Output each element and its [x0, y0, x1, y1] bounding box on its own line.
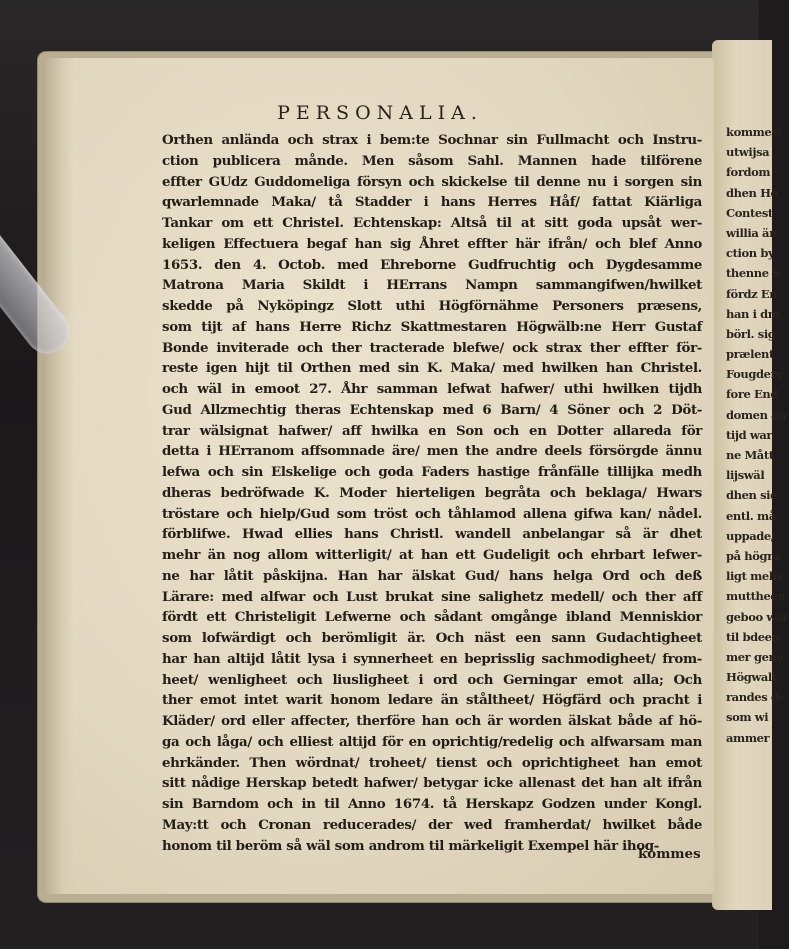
- text-line: sitt nådige Herskap betedt hafwer/ betygar icke allenast det han alt ifrån: [162, 775, 702, 792]
- facing-page-line: mer gene: [726, 649, 784, 664]
- text-line: trar wälsignat hafwer/ aff hwilka en Son och en Dotter allareda för: [162, 422, 702, 439]
- facing-page-line: dhen Hö: [726, 185, 778, 200]
- text-line: effter GUdz Guddomeliga försyn och skickelse til denne nu i sorgen sin: [162, 173, 702, 190]
- text-line: som tijt af hans Herre Richz Skattmestaren Högwälb:ne Herr Gustaf: [162, 318, 702, 335]
- facing-page-line: muttheen: [726, 589, 786, 604]
- facing-page-line: fore End: [726, 387, 778, 402]
- facing-page-line: kommes/: [726, 125, 782, 139]
- book-page: [46, 58, 714, 894]
- facing-page-line: fordom: [726, 165, 771, 180]
- facing-page-line: Fougdery: [726, 367, 783, 382]
- text-line: sin Barndom och in til Anno 1674. tå Herskapz Godzen under Kongl.: [162, 796, 702, 812]
- facing-page-line: thenne S: [726, 266, 781, 281]
- text-line: Kläder/ ord eller affecter, therföre han och är worden älskat både af hö-: [162, 713, 702, 729]
- text-line: Matrona Maria Skildt i HErrans Nampn sammangifwen/hwilket: [162, 277, 702, 294]
- facing-page-line: domen an: [726, 407, 787, 422]
- facing-page-line: utwijsa: [726, 145, 770, 160]
- text-line: May:tt och Cronan reducerades/ der wed framherdat/ hwilket både: [162, 816, 702, 833]
- text-line: ne har låtit påskijna. Han har älskat Gud/ hans helga Ord och deß: [162, 567, 702, 584]
- facing-page-line: tijd war: [726, 427, 773, 442]
- facing-page-text: [726, 122, 789, 748]
- text-line: ther emot intet warit honom ledare än ståltheet/ Högfärd och pracht i: [162, 692, 702, 709]
- text-line: 1653. den 4. Octob. med Ehreborne Gudfruchtig och Dygdesamme: [162, 256, 702, 273]
- facing-page-line: Högwalr: [726, 670, 778, 685]
- text-line: fördt ett Christeligit Lefwerne och sådant omgånge ibland Menniskior: [162, 609, 702, 626]
- text-line: Lärare: med alfwar och Lust brukat sine salighetz medell/ och ther aff: [162, 588, 702, 605]
- catchword: kommes: [638, 846, 701, 862]
- facing-page-line: ammer: [726, 730, 770, 745]
- text-line: mehr än nog allom witterligit/ at han ett Gudeligit och ehrbart lefwer-: [162, 547, 702, 563]
- facing-page-line: willia än: [726, 225, 778, 240]
- text-line: skedde på Nyköpingz Slott uthi Högförnähme Personers præsens,: [162, 298, 702, 314]
- facing-page-line: på högra: [726, 548, 780, 563]
- facing-page-line: til bdeen: [726, 629, 780, 644]
- facing-page: [712, 40, 789, 910]
- facing-page-line: dhen sie: [726, 488, 778, 503]
- text-line: och wäl in emoot 27. Åhr samman lefwat hafwer/ uthi hwilken tijdh: [162, 381, 702, 397]
- text-line: förblifwe. Hwad ellies hans Christl. wandell anbelangar så är dhet: [162, 526, 702, 543]
- facing-page-line: prælent: [726, 347, 774, 362]
- facing-page-line: randes de: [726, 690, 786, 705]
- text-line: Orthen anlända och strax i bem:te Sochnar sin Fullmacht och Instru-: [162, 132, 702, 148]
- text-line: lefwa och sin Elskelige och goda Faders hastige frånfälle tillijka medh: [162, 464, 702, 480]
- text-line: qwarlemnade Maka/ tå Stadder i hans Herres Håf/ fattat Kiärliga: [162, 194, 702, 211]
- text-line: ction publicera månde. Men såsom Sahl. Mannen hade tilförene: [162, 152, 702, 169]
- facing-page-line: lijswäl: [726, 468, 765, 483]
- text-line: honom til beröm så wäl som androm til märkeligit Exempel här ihog-: [162, 837, 660, 854]
- text-line: ga och låga/ och elliest altijd för en oprichtig/redelig och alfwarsam man: [162, 733, 702, 750]
- facing-page-line: geboo war: [726, 609, 789, 624]
- text-line: Gud Allzmechtig theras Echtenskap med 6 Barn/ 4 Söner och 2 Döt-: [162, 401, 702, 418]
- text-line: dheras bedröfwade K. Moder hierteligen begråta och beklaga/ Hwars: [162, 484, 702, 501]
- facing-page-line: entl. må: [726, 508, 776, 523]
- text-line: heet/ wenligheet och liusligheet i ord och Gerningar emot alla; Och: [162, 671, 702, 688]
- text-line: detta i HErranom affsomnade äre/ men the andre deels försörgde ännu: [162, 443, 702, 460]
- facing-page-line: som wi: [726, 710, 769, 725]
- facing-page-line: Contest: [726, 205, 773, 220]
- text-line: har han altijd låtit lysa i synnerheet en beprisslig sachmodigheet/ from-: [162, 650, 702, 667]
- text-line: Tankar om ett Christel. Echtenskap: Altså til at sitt goda upsåt wer-: [162, 215, 702, 231]
- facing-page-line: ligt mehr: [726, 569, 783, 584]
- text-line: Bonde inviterade och ther tracterade blefwe/ ock strax ther effter för-: [162, 339, 702, 356]
- page-gutter: [46, 58, 74, 894]
- facing-page-line: ne Mått: [726, 448, 774, 462]
- facing-page-line: uppade/: [726, 528, 775, 543]
- text-line: ehrkänder. Then wördnat/ troheet/ tienst och oprichtigheet han emot: [162, 754, 702, 771]
- facing-page-line: börl. sig: [726, 326, 776, 341]
- text-line: reste igen hijt til Orthen med sin K. Maka/ med hwilken han Christel.: [162, 360, 702, 377]
- text-line: keligen Effectuera begaf han sig Åhret effter här ifrån/ och blef Anno: [162, 235, 702, 252]
- text-line: tröstare och hielp/Gud som tröst och tåhlamod allena gifwa kan/ nådel.: [162, 505, 702, 522]
- facing-page-line: ction by: [726, 246, 775, 261]
- facing-page-line: han i dm: [726, 306, 780, 321]
- page-header: PERSONALIA.: [277, 102, 483, 124]
- facing-page-line: fördz En: [726, 286, 778, 301]
- text-line: som lofwärdigt och berömligit är. Och näst een sann Gudachtigheet: [162, 630, 702, 646]
- page-body-text: [162, 130, 702, 856]
